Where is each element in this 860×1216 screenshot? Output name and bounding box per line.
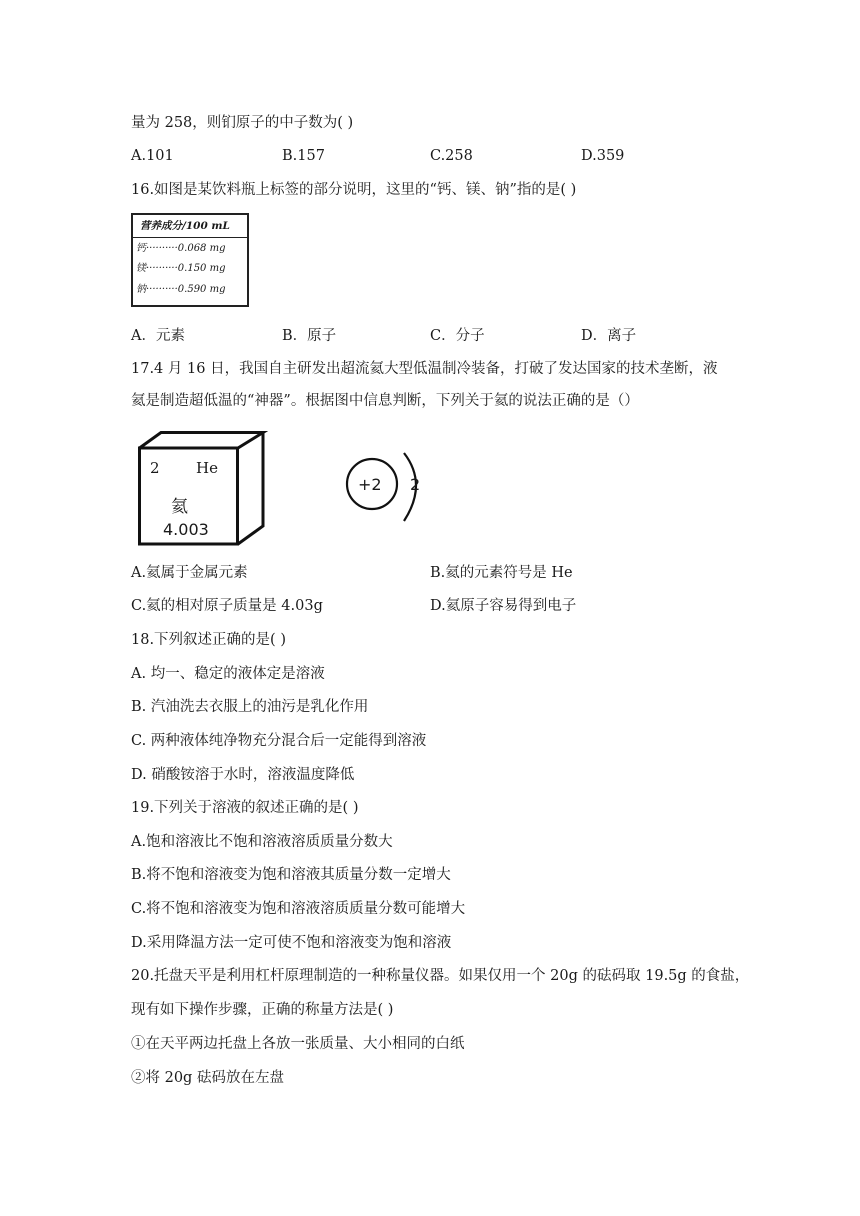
- shell-electron-count: 2: [410, 475, 421, 494]
- q18-option-d: D. 硝酸铵溶于水时，溶液温度降低: [131, 767, 355, 783]
- element-cube-diagram: [138, 431, 268, 547]
- atomic-structure-diagram: [342, 451, 432, 527]
- q18-option-a: A. 均一、稳定的液体定是溶液: [131, 666, 325, 682]
- q20-stem-line2: 现有如下操作步骤，正确的称量方法是( ): [131, 1002, 394, 1018]
- q17-stem-line2: 氦是制造超低温的“神器”。根据图中信息判断，下列关于氦的说法正确的是（）: [131, 393, 639, 409]
- element-name: 氦: [171, 497, 188, 517]
- q16-stem: 16.如图是某饮料瓶上标签的部分说明，这里的“钙、镁、钠”指的是( ): [131, 182, 577, 198]
- nutrition-row-sodium: 钠··········0.590 mg: [136, 284, 226, 295]
- nucleus-charge: +2: [358, 475, 382, 494]
- q16-option-a: A．元素: [131, 328, 185, 344]
- q15-option-d: D.359: [581, 148, 625, 164]
- q17-option-c: C.氦的相对原子质量是 4.03g: [131, 598, 323, 614]
- nutrition-label-image: [131, 213, 249, 307]
- q19-option-d: D.采用降温方法一定可使不饱和溶液变为饱和溶液: [131, 935, 452, 951]
- q20-stem-line1: 20.托盘天平是利用杠杆原理制造的一种称量仪器。如果仅用一个 20g 的砝码取 19.5g 的食盐，: [131, 968, 750, 984]
- q15-option-c: C.258: [430, 148, 473, 164]
- nutrition-label-header: 营养成分/100 mL: [133, 215, 247, 238]
- q18-stem: 18.下列叙述正确的是( ): [131, 632, 286, 648]
- q16-option-d: D．离子: [581, 328, 637, 344]
- q17-stem-line1: 17.4 月 16 日，我国自主研发出超流氦大型低温制冷装备，打破了发达国家的技术垄断，液: [131, 361, 718, 377]
- q17-option-d: D.氦原子容易得到电子: [430, 598, 577, 614]
- atomic-mass: 4.003: [163, 520, 209, 539]
- element-symbol: He: [196, 459, 218, 477]
- q15-option-b: B.157: [282, 148, 325, 164]
- q16-option-b: B．原子: [282, 328, 337, 344]
- nutrition-row-magnesium: 镁··········0.150 mg: [136, 263, 226, 274]
- nutrition-row-calcium: 钙··········0.068 mg: [136, 243, 226, 254]
- q17-option-a: A.氦属于金属元素: [131, 565, 248, 581]
- q19-option-b: B.将不饱和溶液变为饱和溶液其质量分数一定增大: [131, 867, 451, 883]
- q19-stem: 19.下列关于溶液的叙述正确的是( ): [131, 800, 359, 816]
- q16-option-c: C．分子: [430, 328, 485, 344]
- atomic-number: 2: [150, 459, 160, 477]
- q18-option-c: C. 两种液体纯净物充分混合后一定能得到溶液: [131, 733, 427, 749]
- q19-option-a: A.饱和溶液比不饱和溶液溶质质量分数大: [131, 834, 393, 850]
- q17-option-b: B.氦的元素符号是 He: [430, 565, 573, 581]
- q19-option-c: C.将不饱和溶液变为饱和溶液溶质质量分数可能增大: [131, 901, 466, 917]
- q15-stem-tail: 量为 258，则钔原子的中子数为( ): [131, 115, 354, 131]
- q20-step-1: ①在天平两边托盘上各放一张质量、大小相同的白纸: [131, 1036, 465, 1052]
- q15-option-a: A.101: [131, 148, 174, 164]
- q20-step-2: ②将 20g 砝码放在左盘: [131, 1070, 284, 1086]
- q18-option-b: B. 汽油洗去衣服上的油污是乳化作用: [131, 699, 369, 715]
